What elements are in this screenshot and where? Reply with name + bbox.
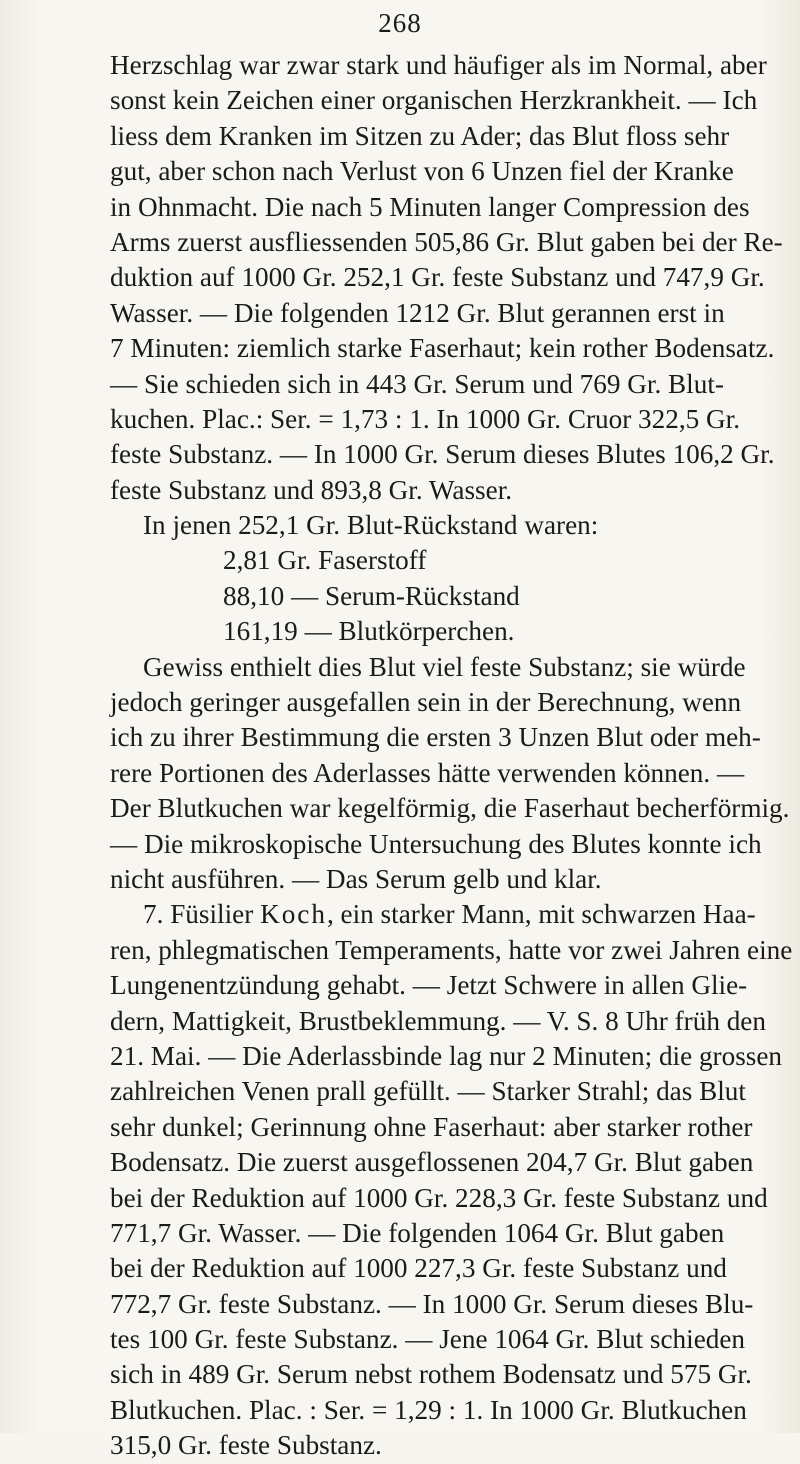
text-line: Blutkuchen. Plac. : Ser. = 1,29 : 1. In 1000 Gr. Blutkuchen <box>110 1394 747 1425</box>
text-line: rere Portionen des Aderlasses hätte verwenden können. — <box>110 757 745 788</box>
text-line: nicht ausführen. — Das Serum gelb und klar. <box>110 863 602 894</box>
text-line: 21. Mai. — Die Aderlassbinde lag nur 2 Minuten; die grossen <box>110 1040 783 1071</box>
text-line: Wasser. — Die folgenden 1212 Gr. Blut gerannen erst in <box>110 297 725 328</box>
case-heading-line <box>110 897 790 932</box>
body-text <box>110 48 793 1464</box>
case-number-label: 7. Füsilier <box>143 899 254 930</box>
text-line: bei der Reduktion auf 1000 Gr. 228,3 Gr. feste Substanz und <box>110 1182 768 1213</box>
text-line: duktion auf 1000 Gr. 252,1 Gr. feste Substanz und 747,9 Gr. <box>110 262 765 293</box>
text-line: Gewiss enthielt dies Blut viel feste Substanz; sie würde <box>143 651 746 682</box>
text-line: — Sie schieden sich in 443 Gr. Serum und 769 Gr. Blut- <box>110 368 724 399</box>
text-line: tes 100 Gr. feste Substanz. — Jene 1064 Gr. Blut schieden <box>110 1324 746 1355</box>
text-line: — Die mikroskopische Untersuchung des Blutes konnte ich <box>110 828 762 859</box>
text-line: kuchen. Plac.: Ser. = 1,73 : 1. In 1000 Gr. Cruor 322,5 Gr. <box>110 403 741 434</box>
text-line: 772,7 Gr. feste Substanz. — In 1000 Gr. Serum dieses Blu- <box>110 1288 754 1319</box>
residue-list-item: 88,10 — Serum-Rückstand <box>223 580 520 611</box>
text-line: Lungenentzündung gehabt. — Jetzt Schwere in allen Glie- <box>110 970 748 1001</box>
residue-list-item: 161,19 — Blutkörperchen. <box>223 616 515 647</box>
text-line: jedoch geringer ausgefallen sein in der Berechnung, wenn <box>110 687 742 718</box>
text-line: In jenen 252,1 Gr. Blut-Rückstand waren: <box>143 510 599 541</box>
text-line: ren, phlegmatischen Temperaments, hatte vor zwei Jahren eine <box>110 934 793 965</box>
text-line: feste Substanz. — In 1000 Gr. Serum dieses Blutes 106,2 Gr. <box>110 439 775 470</box>
text-line: dern, Mattigkeit, Brustbeklemmung. — V. S. 8 Uhr früh den <box>110 1005 766 1036</box>
text-line: ich zu ihrer Bestimmung die ersten 3 Unzen Blut oder meh- <box>110 722 761 753</box>
text-line: gut, aber schon nach Verlust von 6 Unzen fiel der Kranke <box>110 156 734 187</box>
text-line: sich in 489 Gr. Serum nebst rothem Bodensatz und 575 Gr. <box>110 1359 752 1390</box>
text-line: Herzschlag war zwar stark und häufiger als im Normal, aber <box>110 50 767 80</box>
text-line: bei der Reduktion auf 1000 227,3 Gr. feste Substanz und <box>110 1253 727 1284</box>
text-line: liess dem Kranken im Sitzen zu Ader; das Blut floss sehr <box>110 120 730 151</box>
case-description: , ein starker Mann, mit schwarzen Haa- <box>326 899 756 930</box>
text-line: Arms zuerst ausfliessenden 505,86 Gr. Blut gaben bei der Re- <box>110 226 783 257</box>
text-line: Der Blutkuchen war kegelförmig, die Faserhaut becherförmig. <box>110 793 790 824</box>
text-line: zahlreichen Venen prall gefüllt. — Starker Strahl; das Blut <box>110 1076 746 1107</box>
text-line: in Ohnmacht. Die nach 5 Minuten langer Compression des <box>110 191 750 222</box>
text-line: 771,7 Gr. Wasser. — Die folgenden 1064 Gr. Blut gaben <box>110 1217 725 1248</box>
text-line: sonst kein Zeichen einer organischen Herzkrankheit. — Ich <box>110 85 758 116</box>
residue-list-item: 2,81 Gr. Faserstoff <box>223 545 427 576</box>
text-line: Bodensatz. Die zuerst ausgeflossenen 204,7 Gr. Blut gaben <box>110 1147 754 1178</box>
page-number: 268 <box>378 8 422 38</box>
text-line: 315,0 Gr. feste Substanz. <box>110 1430 382 1461</box>
patient-name: Koch <box>260 899 327 930</box>
text-line: 7 Minuten: ziemlich starke Faserhaut; kein rother Bodensatz. <box>110 333 775 364</box>
text-line: feste Substanz und 893,8 Gr. Wasser. <box>110 474 513 505</box>
text-line: sehr dunkel; Gerinnung ohne Faserhaut: aber starker rother <box>110 1111 753 1142</box>
